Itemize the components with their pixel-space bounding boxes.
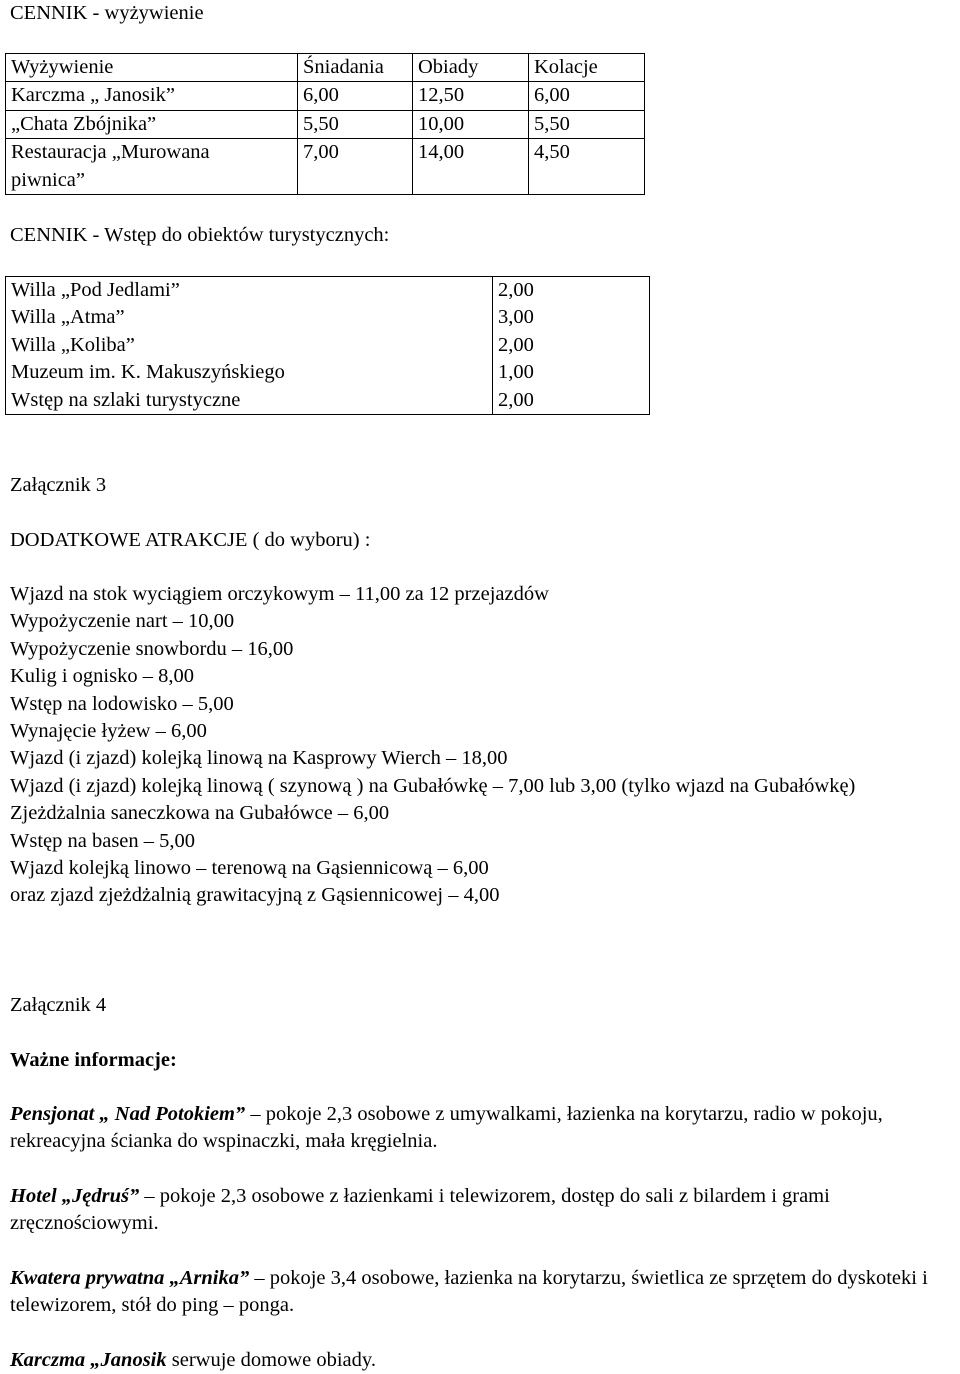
table-row <box>6 387 650 415</box>
table-cell: 10,00 <box>413 110 529 138</box>
accommodation-description: – pokoje 2,3 osobowe z umywalkami, łazienka na korytarzu, radio w pokoju, rekreacyjna ścianka do wspinaczki, mała kręgielnia. <box>10 1103 883 1153</box>
list-item: Kulig i ognisko – 8,00 <box>10 665 194 688</box>
attractions-list <box>10 581 950 910</box>
accommodation-name: Pensjonat „ Nad Potokiem” <box>10 1103 246 1125</box>
accommodation-description: – pokoje 3,4 osobowe, łazienka na korytarzu, świetlica ze sprzętem do dyskoteki i telewizorem, stół do ping – ponga. <box>10 1267 928 1317</box>
list-item: Wypożyczenie nart – 10,00 <box>10 610 235 633</box>
list-item: Wjazd na stok wyciągiem orczykowym – 11,00 za 12 przejazdów <box>10 583 549 605</box>
list-item: Wstęp na lodowisko – 5,00 <box>10 692 234 715</box>
table-cell: „Chata Zbójnika” <box>6 110 298 138</box>
list-item: oraz zjazd zjeżdżalnią grawitacyjną z Gąsiennicowej – 4,00 <box>10 884 500 907</box>
header-cell: Obiady <box>413 54 529 82</box>
header-cell: Śniadania <box>298 54 413 82</box>
list-item: Zjeżdżalnia saneczkowa na Gubałówce – 6,00 <box>10 802 390 825</box>
table-cell: Willa „Pod Jedlami” <box>6 277 493 305</box>
important-info-heading: Ważne informacje: <box>10 1049 177 1071</box>
info-hotel <box>10 1183 955 1238</box>
attractions-heading: DODATKOWE ATRAKCJE ( do wyboru) : <box>10 529 371 551</box>
table-cell: 5,50 <box>529 110 645 138</box>
annex-4-title: Załącznik 4 <box>10 994 107 1016</box>
list-item: Wstęp na basen – 5,00 <box>10 829 196 852</box>
accommodation-name: Kwatera prywatna „Arnika” <box>10 1267 250 1289</box>
table-row <box>6 139 645 195</box>
annex-3-title: Załącznik 3 <box>10 474 107 496</box>
table-header-row <box>6 54 645 82</box>
info-karczma <box>10 1347 955 1374</box>
table-cell: Karczma „ Janosik” <box>6 82 298 110</box>
table-cell: 5,50 <box>298 110 413 138</box>
food-price-title: CENNIK - wyżywienie <box>10 2 204 24</box>
list-item: Wjazd (i zjazd) kolejką linową ( szynową ) na Gubałówkę – 7,00 lub 3,00 (tylko wjazd na Gubałówkę) <box>10 774 856 797</box>
table-cell: 2,00 <box>493 277 650 305</box>
table-cell: Willa „Koliba” <box>6 332 493 359</box>
table-row <box>6 82 645 110</box>
accommodation-description: – pokoje 2,3 osobowe z łazienkami i telewizorem, dostęp do sali z bilardem i grami zręcznościowymi. <box>10 1185 830 1235</box>
list-item: Wypożyczenie snowbordu – 16,00 <box>10 637 294 660</box>
table-cell: 7,00 <box>298 139 413 195</box>
table-row <box>6 332 650 359</box>
table-row <box>6 359 650 386</box>
food-price-table <box>5 53 645 195</box>
list-item: Wynajęcie łyżew – 6,00 <box>10 720 207 743</box>
list-item: Wjazd kolejką linowo – terenową na Gąsiennicową – 6,00 <box>10 857 489 880</box>
table-cell: 4,50 <box>529 139 645 195</box>
accommodation-name: Hotel „Jędruś” <box>10 1185 140 1207</box>
info-pensjonat <box>10 1101 955 1156</box>
table-cell: Wstęp na szlaki turystyczne <box>6 387 493 415</box>
table-cell: 2,00 <box>493 332 650 359</box>
table-cell: Restauracja „Murowana piwnica” <box>6 139 298 195</box>
table-row <box>6 110 645 138</box>
table-cell: 6,00 <box>529 82 645 110</box>
table-cell: 1,00 <box>493 359 650 386</box>
list-item: Wjazd (i zjazd) kolejką linową na Kasprowy Wierch – 18,00 <box>10 747 508 770</box>
info-kwatera <box>10 1265 960 1320</box>
header-cell: Kolacje <box>529 54 645 82</box>
table-cell: Willa „Atma” <box>6 304 493 331</box>
table-cell: Muzeum im. K. Makuszyńskiego <box>6 359 493 386</box>
table-cell: 14,00 <box>413 139 529 195</box>
table-cell: 12,50 <box>413 82 529 110</box>
accommodation-name: Karczma „Janosik <box>10 1349 167 1371</box>
table-row <box>6 277 650 305</box>
header-cell: Wyżywienie <box>6 54 298 82</box>
entry-price-title: CENNIK - Wstęp do obiektów turystycznych: <box>10 224 390 246</box>
table-cell: 3,00 <box>493 304 650 331</box>
table-cell: 2,00 <box>493 387 650 415</box>
accommodation-description: serwuje domowe obiady. <box>166 1349 376 1371</box>
entry-price-table <box>5 276 650 415</box>
table-row <box>6 304 650 331</box>
table-cell: 6,00 <box>298 82 413 110</box>
